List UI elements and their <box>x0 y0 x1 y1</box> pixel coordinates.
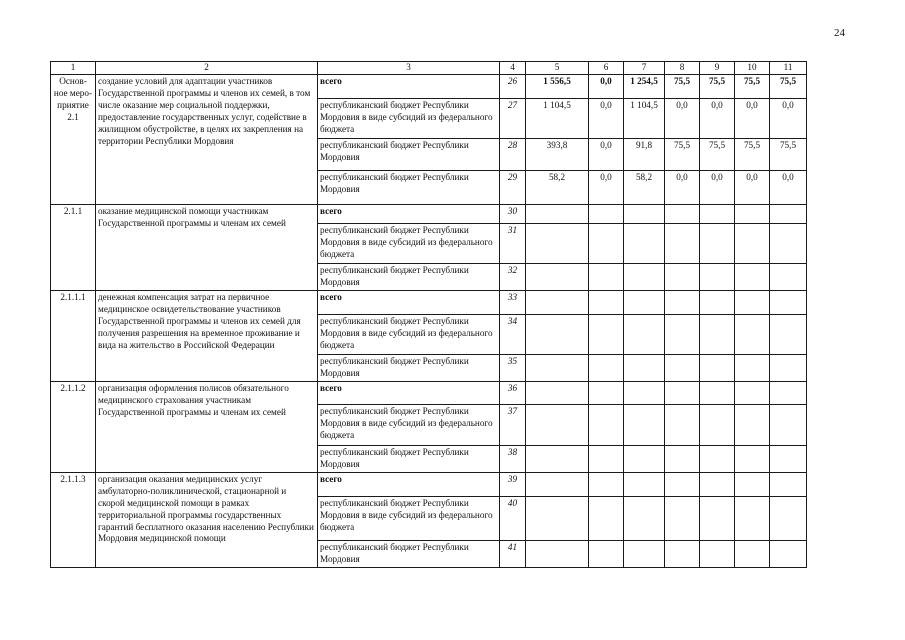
amount-col-11 <box>770 205 807 224</box>
amount-col-7 <box>624 472 665 496</box>
amount-col-9 <box>700 224 735 264</box>
amount-col-7: 1 104,5 <box>624 99 665 139</box>
table-row <box>51 205 807 224</box>
amount-col-6: 0,0 <box>589 139 624 171</box>
row-number: 35 <box>500 354 526 381</box>
amount-col-11: 0,0 <box>770 171 807 205</box>
amount-col-5: 58,2 <box>526 171 589 205</box>
amount-col-9 <box>700 205 735 224</box>
row-number: 33 <box>500 290 526 314</box>
table-row <box>51 472 807 496</box>
header-cell: 7 <box>624 62 665 75</box>
funding-source: республиканский бюджет Республики Мордовия <box>318 540 500 567</box>
row-number: 40 <box>500 496 526 540</box>
amount-col-8 <box>665 205 700 224</box>
item-code: Основ-ное меро-приятие 2.1 <box>51 75 96 205</box>
amount-col-7 <box>624 290 665 314</box>
amount-col-5: 393,8 <box>526 139 589 171</box>
funding-source: всего <box>318 75 500 99</box>
item-description: организация оформления полисов обязательного медицинского страхования участникам Государственной программы и членам их семей <box>96 381 318 472</box>
amount-col-6 <box>589 445 624 472</box>
item-description: создание условий для адаптации участников Государственной программы и членов их семей, в том числе оказание мер социальной поддержки, предоставление государственных услуг, содействие в жилищном обустройстве, в целях их закрепления на территории Республики Мордовия <box>96 75 318 205</box>
amount-col-10 <box>735 540 770 567</box>
page-number: 24 <box>834 27 845 39</box>
header-cell: 8 <box>665 62 700 75</box>
amount-col-7: 58,2 <box>624 171 665 205</box>
amount-col-8 <box>665 264 700 291</box>
row-number: 29 <box>500 171 526 205</box>
amount-col-9: 75,5 <box>700 139 735 171</box>
amount-col-9 <box>700 381 735 404</box>
item-code: 2.1.1.3 <box>51 472 96 567</box>
funding-source: республиканский бюджет Республики Мордовия в виде субсидий из федерального бюджета <box>318 496 500 540</box>
header-cell: 10 <box>735 62 770 75</box>
amount-col-5 <box>526 264 589 291</box>
amount-col-9 <box>700 472 735 496</box>
row-number: 32 <box>500 264 526 291</box>
amount-col-11 <box>770 404 807 445</box>
funding-source: республиканский бюджет Республики Мордовия <box>318 354 500 381</box>
amount-col-8 <box>665 445 700 472</box>
amount-col-8 <box>665 404 700 445</box>
amount-col-11: 0,0 <box>770 99 807 139</box>
amount-col-5 <box>526 381 589 404</box>
row-number: 37 <box>500 404 526 445</box>
header-row <box>51 62 807 75</box>
item-description: организация оказания медицинских услуг амбулаторно-поликлинической, стационарной и скорой медицинской помощи в рамках территориальной программы государственных гарантий бесплатного оказания населению Республики Мордовия медицинской помощи <box>96 472 318 567</box>
amount-col-6 <box>589 264 624 291</box>
row-number: 34 <box>500 314 526 354</box>
amount-col-8 <box>665 314 700 354</box>
amount-col-9: 0,0 <box>700 99 735 139</box>
item-description: оказание медицинской помощи участникам Государственной программы и членам их семей <box>96 205 318 291</box>
amount-col-11 <box>770 354 807 381</box>
amount-col-11 <box>770 540 807 567</box>
funding-source: всего <box>318 290 500 314</box>
amount-col-5 <box>526 540 589 567</box>
amount-col-9: 0,0 <box>700 171 735 205</box>
amount-col-6 <box>589 290 624 314</box>
amount-col-9 <box>700 445 735 472</box>
amount-col-9 <box>700 354 735 381</box>
table-row <box>51 290 807 314</box>
amount-col-6: 0,0 <box>589 171 624 205</box>
funding-source: республиканский бюджет Республики Мордовия <box>318 171 500 205</box>
amount-col-10: 0,0 <box>735 171 770 205</box>
amount-col-9 <box>700 540 735 567</box>
amount-col-8 <box>665 224 700 264</box>
amount-col-9 <box>700 314 735 354</box>
amount-col-8: 0,0 <box>665 171 700 205</box>
amount-col-10 <box>735 290 770 314</box>
amount-col-11 <box>770 472 807 496</box>
row-number: 28 <box>500 139 526 171</box>
amount-col-6: 0,0 <box>589 99 624 139</box>
amount-col-6 <box>589 381 624 404</box>
table-row <box>51 381 807 404</box>
amount-col-8 <box>665 290 700 314</box>
amount-col-7 <box>624 445 665 472</box>
header-cell: 11 <box>770 62 807 75</box>
amount-col-7 <box>624 496 665 540</box>
row-number: 36 <box>500 381 526 404</box>
amount-col-6 <box>589 314 624 354</box>
amount-col-7 <box>624 264 665 291</box>
amount-col-6 <box>589 540 624 567</box>
item-code: 2.1.1.2 <box>51 381 96 472</box>
amount-col-11: 75,5 <box>770 139 807 171</box>
amount-col-6: 0,0 <box>589 75 624 99</box>
row-number: 38 <box>500 445 526 472</box>
amount-col-10: 75,5 <box>735 139 770 171</box>
amount-col-10: 0,0 <box>735 99 770 139</box>
table-body <box>51 62 807 568</box>
amount-col-8: 75,5 <box>665 139 700 171</box>
amount-col-7: 1 254,5 <box>624 75 665 99</box>
row-number: 30 <box>500 205 526 224</box>
funding-source: республиканский бюджет Республики Мордовия в виде субсидий из федерального бюджета <box>318 99 500 139</box>
amount-col-5: 1 104,5 <box>526 99 589 139</box>
amount-col-10 <box>735 314 770 354</box>
amount-col-5 <box>526 314 589 354</box>
item-description: денежная компенсация затрат на первичное медицинское освидетельствование участников Государственной программы и членов их семей для получения разрешения на временное проживание и вида на жительство в Российской Федерации <box>96 290 318 381</box>
header-cell: 6 <box>589 62 624 75</box>
amount-col-8 <box>665 354 700 381</box>
amount-col-10 <box>735 354 770 381</box>
table-row <box>51 75 807 99</box>
header-cell: 4 <box>500 62 526 75</box>
amount-col-6 <box>589 224 624 264</box>
amount-col-6 <box>589 404 624 445</box>
amount-col-11 <box>770 290 807 314</box>
amount-col-11 <box>770 264 807 291</box>
funding-source: республиканский бюджет Республики Мордовия <box>318 264 500 291</box>
amount-col-5 <box>526 224 589 264</box>
row-number: 41 <box>500 540 526 567</box>
amount-col-10 <box>735 264 770 291</box>
amount-col-11 <box>770 224 807 264</box>
amount-col-6 <box>589 354 624 381</box>
header-cell: 2 <box>96 62 318 75</box>
amount-col-9 <box>700 290 735 314</box>
row-number: 31 <box>500 224 526 264</box>
amount-col-10 <box>735 381 770 404</box>
amount-col-11 <box>770 314 807 354</box>
amount-col-8 <box>665 496 700 540</box>
header-cell: 5 <box>526 62 589 75</box>
amount-col-11 <box>770 445 807 472</box>
amount-col-7 <box>624 354 665 381</box>
item-code: 2.1.1.1 <box>51 290 96 381</box>
amount-col-9 <box>700 264 735 291</box>
amount-col-8 <box>665 381 700 404</box>
amount-col-5 <box>526 445 589 472</box>
funding-source: всего <box>318 205 500 224</box>
amount-col-9: 75,5 <box>700 75 735 99</box>
funding-source: всего <box>318 381 500 404</box>
funding-source: республиканский бюджет Республики Мордовия в виде субсидий из федерального бюджета <box>318 224 500 264</box>
header-cell: 3 <box>318 62 500 75</box>
amount-col-7 <box>624 404 665 445</box>
amount-col-11: 75,5 <box>770 75 807 99</box>
amount-col-8: 75,5 <box>665 75 700 99</box>
amount-col-5 <box>526 472 589 496</box>
amount-col-5 <box>526 354 589 381</box>
amount-col-10 <box>735 496 770 540</box>
funding-source: всего <box>318 472 500 496</box>
amount-col-8 <box>665 472 700 496</box>
amount-col-7 <box>624 314 665 354</box>
amount-col-11 <box>770 496 807 540</box>
amount-col-5 <box>526 290 589 314</box>
amount-col-6 <box>589 205 624 224</box>
amount-col-10 <box>735 224 770 264</box>
amount-col-7 <box>624 224 665 264</box>
header-cell: 1 <box>51 62 96 75</box>
funding-source: республиканский бюджет Республики Мордовия в виде субсидий из федерального бюджета <box>318 404 500 445</box>
amount-col-7 <box>624 205 665 224</box>
budget-table <box>50 61 807 568</box>
amount-col-6 <box>589 472 624 496</box>
amount-col-10 <box>735 445 770 472</box>
amount-col-9 <box>700 496 735 540</box>
amount-col-10 <box>735 404 770 445</box>
amount-col-11 <box>770 381 807 404</box>
amount-col-5 <box>526 205 589 224</box>
amount-col-5: 1 556,5 <box>526 75 589 99</box>
amount-col-9 <box>700 404 735 445</box>
amount-col-10 <box>735 205 770 224</box>
amount-col-10: 75,5 <box>735 75 770 99</box>
row-number: 27 <box>500 99 526 139</box>
amount-col-10 <box>735 472 770 496</box>
row-number: 39 <box>500 472 526 496</box>
funding-source: республиканский бюджет Республики Мордовия в виде субсидий из федерального бюджета <box>318 314 500 354</box>
row-number: 26 <box>500 75 526 99</box>
amount-col-7 <box>624 381 665 404</box>
amount-col-8 <box>665 540 700 567</box>
amount-col-5 <box>526 496 589 540</box>
funding-source: республиканский бюджет Республики Мордовия <box>318 139 500 171</box>
amount-col-6 <box>589 496 624 540</box>
funding-source: республиканский бюджет Республики Мордовия <box>318 445 500 472</box>
amount-col-8: 0,0 <box>665 99 700 139</box>
amount-col-7: 91,8 <box>624 139 665 171</box>
amount-col-7 <box>624 540 665 567</box>
item-code: 2.1.1 <box>51 205 96 291</box>
amount-col-5 <box>526 404 589 445</box>
header-cell: 9 <box>700 62 735 75</box>
